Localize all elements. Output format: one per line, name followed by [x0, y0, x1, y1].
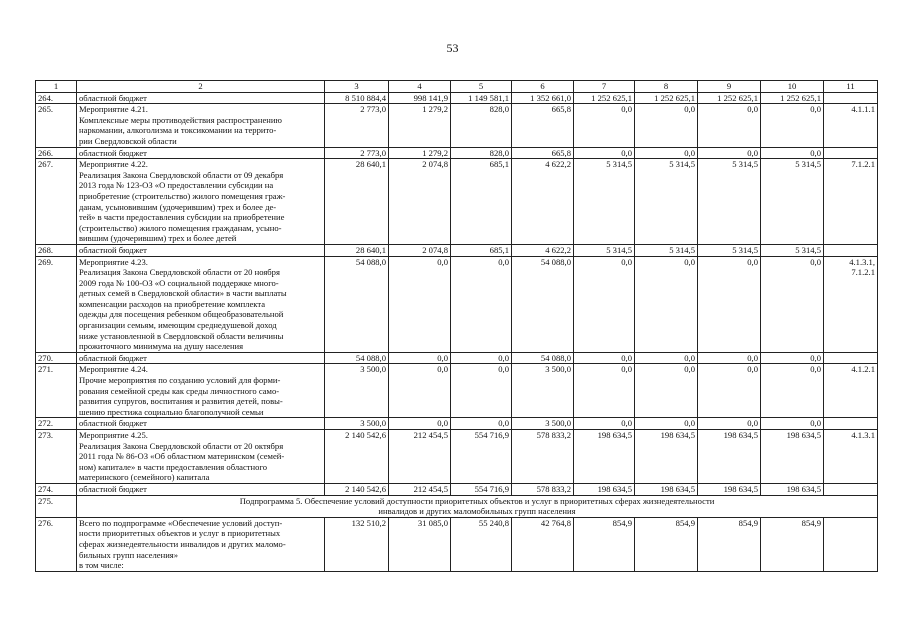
- amount-cell: 2 074,8: [389, 159, 451, 245]
- table-row: [36, 517, 878, 571]
- amount-cell: 0,0: [698, 104, 761, 147]
- amount-cell: 0,0: [698, 352, 761, 364]
- target-reference: [824, 352, 878, 364]
- target-reference: [824, 256, 878, 352]
- row-description: [77, 256, 325, 352]
- amount-cell: 8 510 884,4: [325, 92, 389, 104]
- amount-cell: 578 833,2: [512, 430, 574, 484]
- amount-cell: 578 833,2: [512, 483, 574, 495]
- column-header: 8: [635, 81, 698, 93]
- target-reference: [824, 104, 878, 147]
- amount-cell: 198 634,5: [761, 483, 824, 495]
- description-line: Мероприятие 4.24.: [79, 364, 148, 375]
- description-line: детных семей в Свердловской области» в части выплаты: [79, 288, 287, 299]
- description-line: инвалидов и других маломобильных групп населения: [378, 506, 576, 517]
- amount-cell: 5 314,5: [635, 244, 698, 256]
- description-line: Мероприятие 4.22.: [79, 159, 148, 170]
- row-number: 275.: [36, 495, 77, 517]
- row-number: 268.: [36, 244, 77, 256]
- description-line: развития супругов, воспитания и развития детей, повы-: [79, 396, 283, 407]
- amount-cell: 0,0: [635, 418, 698, 430]
- reference-line: 7.1.2.1: [851, 159, 875, 170]
- column-header: 10: [761, 81, 824, 93]
- amount-cell: 998 141,9: [389, 92, 451, 104]
- amount-cell: 0,0: [574, 364, 635, 418]
- row-description: [77, 92, 325, 104]
- amount-cell: 0,0: [761, 364, 824, 418]
- reference-line: 7.1.2.1: [851, 267, 875, 278]
- amount-cell: 0,0: [451, 256, 512, 352]
- amount-cell: 0,0: [761, 104, 824, 147]
- amount-cell: 0,0: [389, 364, 451, 418]
- table-row: [36, 483, 878, 495]
- description-line: Всего по подпрограмме «Обеспечение условий доступ-: [79, 517, 283, 528]
- amount-cell: 5 314,5: [698, 244, 761, 256]
- amount-cell: 554 716,9: [451, 483, 512, 495]
- amount-cell: 1 149 581,1: [451, 92, 512, 104]
- amount-cell: 198 634,5: [698, 430, 761, 484]
- amount-cell: 5 314,5: [698, 159, 761, 245]
- reference-line: 4.1.1.1: [851, 104, 875, 115]
- row-description: [77, 104, 325, 147]
- amount-cell: 0,0: [451, 364, 512, 418]
- amount-cell: 28 640,1: [325, 159, 389, 245]
- amount-cell: 854,9: [574, 517, 635, 571]
- column-header: 6: [512, 81, 574, 93]
- target-reference: [824, 418, 878, 430]
- amount-cell: 5 314,5: [761, 159, 824, 245]
- amount-cell: 2 773,0: [325, 147, 389, 159]
- row-description: [77, 147, 325, 159]
- table-row: [36, 256, 878, 352]
- target-reference: [824, 244, 878, 256]
- amount-cell: 5 314,5: [574, 159, 635, 245]
- amount-cell: 55 240,8: [451, 517, 512, 571]
- amount-cell: 665,8: [512, 147, 574, 159]
- amount-cell: 554 716,9: [451, 430, 512, 484]
- amount-cell: 0,0: [761, 256, 824, 352]
- amount-cell: 0,0: [698, 364, 761, 418]
- amount-cell: 1 252 625,1: [698, 92, 761, 104]
- amount-cell: 212 454,5: [389, 430, 451, 484]
- table-body: [36, 81, 878, 572]
- amount-cell: 42 764,8: [512, 517, 574, 571]
- description-line: прожиточного минимума на душу населения: [79, 341, 244, 352]
- description-line: вившим (удочерившим) трех и более детей: [79, 233, 237, 244]
- amount-cell: 1 252 625,1: [635, 92, 698, 104]
- description-line: одежды для посещения ребенком общеобразовательной: [79, 309, 284, 320]
- target-reference: [824, 364, 878, 418]
- description-line: 2013 года № 123-ОЗ «О предоставлении субсидии на: [79, 180, 274, 191]
- amount-cell: 198 634,5: [761, 430, 824, 484]
- description-line: (строительство) жилого помещения гражданам, усыно-: [79, 222, 282, 233]
- amount-cell: 3 500,0: [325, 418, 389, 430]
- table-row: [36, 364, 878, 418]
- row-number: 273.: [36, 430, 77, 484]
- row-number: 267.: [36, 159, 77, 245]
- amount-cell: 0,0: [574, 352, 635, 364]
- description-line: областной бюджет: [79, 92, 147, 103]
- column-header: 7: [574, 81, 635, 93]
- amount-cell: 0,0: [635, 147, 698, 159]
- amount-cell: 5 314,5: [574, 244, 635, 256]
- amount-cell: 4 622,2: [512, 159, 574, 245]
- reference-line: 4.1.3.1,: [849, 256, 875, 267]
- amount-cell: 54 088,0: [325, 352, 389, 364]
- reference-line: 4.1.3.1: [851, 430, 875, 440]
- amount-cell: 0,0: [698, 418, 761, 430]
- amount-cell: 54 088,0: [512, 256, 574, 352]
- budget-table: [35, 80, 878, 572]
- column-header: 1: [36, 81, 77, 93]
- description-line: в том числе:: [79, 560, 124, 571]
- amount-cell: 0,0: [698, 147, 761, 159]
- description-line: материнского (семейного) капитала: [79, 472, 210, 483]
- description-line: тей» в части предоставления субсидии на приобретение: [79, 212, 285, 223]
- column-header: 4: [389, 81, 451, 93]
- row-description: [77, 430, 325, 484]
- amount-cell: 0,0: [389, 352, 451, 364]
- amount-cell: 54 088,0: [512, 352, 574, 364]
- row-number: 265.: [36, 104, 77, 147]
- amount-cell: 828,0: [451, 104, 512, 147]
- description-line: Реализация Закона Свердловской области от 20 октября: [79, 440, 284, 451]
- amount-cell: 2 140 542,6: [325, 430, 389, 484]
- amount-cell: 0,0: [451, 352, 512, 364]
- amount-cell: 198 634,5: [635, 483, 698, 495]
- table-row: [36, 418, 878, 430]
- amount-cell: 31 085,0: [389, 517, 451, 571]
- row-description: [77, 352, 325, 364]
- amount-cell: 0,0: [635, 364, 698, 418]
- row-description: [77, 517, 325, 571]
- amount-cell: 0,0: [698, 256, 761, 352]
- description-line: ниже установленной в Свердловской области величины: [79, 330, 284, 341]
- column-header: 2: [77, 81, 325, 93]
- column-header: 9: [698, 81, 761, 93]
- amount-cell: 5 314,5: [761, 244, 824, 256]
- description-line: бильных групп населения»: [79, 549, 179, 560]
- page-number: 53: [446, 41, 459, 55]
- table-row: [36, 244, 878, 256]
- amount-cell: 1 252 625,1: [761, 92, 824, 104]
- amount-cell: 54 088,0: [325, 256, 389, 352]
- amount-cell: 0,0: [761, 352, 824, 364]
- description-line: Мероприятие 4.25.: [79, 430, 148, 440]
- target-reference: [824, 159, 878, 245]
- amount-cell: 198 634,5: [574, 430, 635, 484]
- description-line: рования семейной среды как среды личностного само-: [79, 385, 280, 396]
- description-line: областной бюджет: [79, 147, 147, 158]
- target-reference: [824, 483, 878, 495]
- amount-cell: 2 140 542,6: [325, 483, 389, 495]
- amount-cell: 0,0: [389, 418, 451, 430]
- target-reference: [824, 517, 878, 571]
- description-line: областной бюджет: [79, 483, 147, 494]
- amount-cell: 4 622,2: [512, 244, 574, 256]
- amount-cell: 854,9: [698, 517, 761, 571]
- amount-cell: 685,1: [451, 159, 512, 245]
- table-row: [36, 92, 878, 104]
- row-number: 264.: [36, 92, 77, 104]
- description-line: Мероприятие 4.23.: [79, 256, 148, 267]
- description-line: компенсации расходов на приобретение комплекта: [79, 298, 266, 309]
- amount-cell: 28 640,1: [325, 244, 389, 256]
- table-row: [36, 352, 878, 364]
- row-number: 272.: [36, 418, 77, 430]
- amount-cell: 854,9: [761, 517, 824, 571]
- description-line: наркомании, алкоголизма и токсикомании на террито-: [79, 125, 277, 136]
- description-line: ности приоритетных объектов и услуг в приоритетных: [79, 528, 281, 539]
- amount-cell: 0,0: [574, 147, 635, 159]
- table-row: [36, 430, 878, 484]
- amount-cell: 1 252 625,1: [574, 92, 635, 104]
- description-line: организации семьям, имеющим среднедушевой доход: [79, 320, 277, 331]
- description-line: областной бюджет: [79, 418, 147, 429]
- amount-cell: 198 634,5: [574, 483, 635, 495]
- amount-cell: 5 314,5: [635, 159, 698, 245]
- amount-cell: 1 352 661,0: [512, 92, 574, 104]
- row-number: 271.: [36, 364, 77, 418]
- amount-cell: 665,8: [512, 104, 574, 147]
- row-description: [77, 244, 325, 256]
- target-reference: [824, 147, 878, 159]
- amount-cell: 854,9: [635, 517, 698, 571]
- table-row: [36, 159, 878, 245]
- description-line: Комплексные меры противодействия распространению: [79, 114, 282, 125]
- amount-cell: 132 510,2: [325, 517, 389, 571]
- description-line: Реализация Закона Свердловской области от 20 ноября: [79, 267, 280, 278]
- amount-cell: 685,1: [451, 244, 512, 256]
- amount-cell: 0,0: [761, 418, 824, 430]
- amount-cell: 198 634,5: [698, 483, 761, 495]
- target-reference: [824, 92, 878, 104]
- description-line: Реализация Закона Свердловской области от 09 декабря: [79, 169, 284, 180]
- amount-cell: 0,0: [635, 352, 698, 364]
- reference-line: 4.1.2.1: [851, 364, 875, 375]
- section-title: [77, 495, 878, 517]
- amount-cell: 0,0: [574, 418, 635, 430]
- amount-cell: 0,0: [451, 418, 512, 430]
- description-line: сферах жизнедеятельности инвалидов и других маломо-: [79, 538, 286, 549]
- description-line: Прочие мероприятия по созданию условий для форми-: [79, 375, 281, 386]
- header-row: [36, 81, 878, 93]
- row-description: [77, 483, 325, 495]
- table-row: [36, 147, 878, 159]
- row-number: 276.: [36, 517, 77, 571]
- description-line: 2009 года № 100-ОЗ «О социальной поддержке много-: [79, 277, 279, 288]
- row-description: [77, 364, 325, 418]
- description-line: рии Свердловской области: [79, 135, 177, 146]
- column-header: 5: [451, 81, 512, 93]
- amount-cell: 1 279,2: [389, 104, 451, 147]
- description-line: Мероприятие 4.21.: [79, 104, 148, 115]
- row-description: [77, 418, 325, 430]
- amount-cell: 0,0: [574, 104, 635, 147]
- row-description: [77, 159, 325, 245]
- table-row: [36, 104, 878, 147]
- column-header: 3: [325, 81, 389, 93]
- amount-cell: 828,0: [451, 147, 512, 159]
- description-line: Подпрограмма 5. Обеспечение условий доступности приоритетных объектов и услуг в приоритетных сферах жизнедеятельности: [239, 495, 715, 506]
- description-line: областной бюджет: [79, 244, 147, 255]
- target-reference: [824, 430, 878, 484]
- row-number: 270.: [36, 352, 77, 364]
- amount-cell: 2 074,8: [389, 244, 451, 256]
- amount-cell: 2 773,0: [325, 104, 389, 147]
- amount-cell: 0,0: [635, 256, 698, 352]
- description-line: приобретение (строительство) жилого помещения граж-: [79, 190, 286, 201]
- amount-cell: 0,0: [574, 256, 635, 352]
- description-line: данам, усыновившим (удочерившим) трех и более де-: [79, 201, 277, 212]
- row-number: 274.: [36, 483, 77, 495]
- amount-cell: 3 500,0: [512, 418, 574, 430]
- amount-cell: 0,0: [635, 104, 698, 147]
- section-row: [36, 495, 878, 517]
- amount-cell: 1 279,2: [389, 147, 451, 159]
- amount-cell: 198 634,5: [635, 430, 698, 484]
- amount-cell: 212 454,5: [389, 483, 451, 495]
- description-line: областной бюджет: [79, 352, 147, 363]
- amount-cell: 0,0: [389, 256, 451, 352]
- amount-cell: 3 500,0: [512, 364, 574, 418]
- description-line: шению престижа социально благополучной семьи: [79, 406, 264, 417]
- row-number: 269.: [36, 256, 77, 352]
- column-header: 11: [824, 81, 878, 93]
- amount-cell: 3 500,0: [325, 364, 389, 418]
- description-line: ном) капитале» в части предоставления областного: [79, 461, 268, 472]
- row-number: 266.: [36, 147, 77, 159]
- amount-cell: 0,0: [761, 147, 824, 159]
- description-line: 2011 года № 86-ОЗ «Об областном материнском (семей-: [79, 451, 285, 462]
